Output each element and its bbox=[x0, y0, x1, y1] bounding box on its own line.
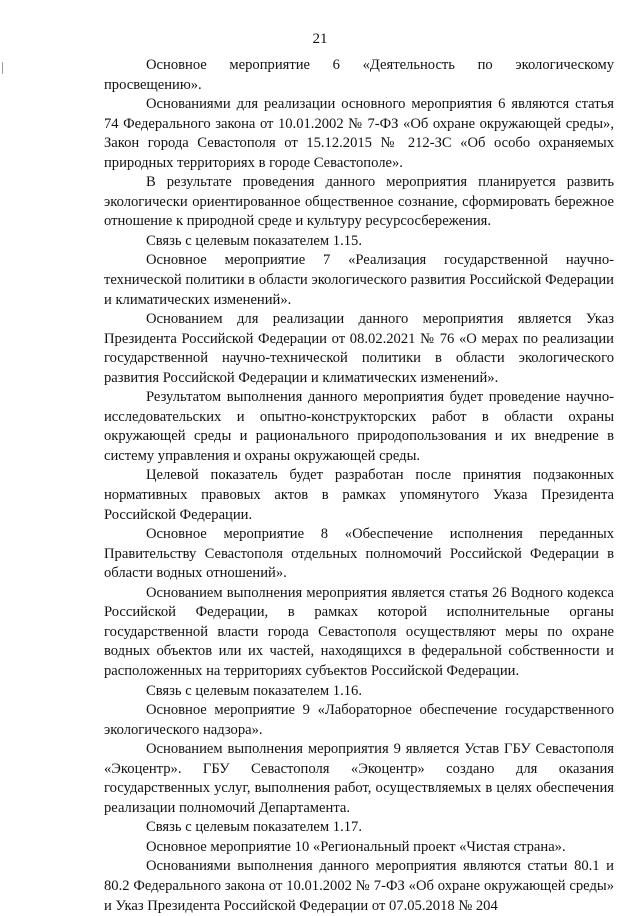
paragraph: Основанием выполнения мероприятия 9 является Устав ГБУ Севастополя «Экоцентр». ГБУ Севастополя «Экоцентр» создано для оказания государственных услуг, выполнения работ, осуществляемых в целях обеспечения реализации полномочий Департамента. bbox=[104, 741, 614, 816]
paragraph: Основаниями выполнения данного мероприятия являются статьи 80.1 и 80.2 Федерального закона от 10.01.2002 № 7-ФЗ «Об охране окружающей среды» и Указ Президента Российской Федерации от 07.05.2018 № 204 bbox=[104, 858, 614, 914]
margin-mark bbox=[2, 62, 3, 74]
paragraph: Основное мероприятие 9 «Лабораторное обеспечение государственного экологического надзора». bbox=[104, 702, 614, 738]
paragraph: Основное мероприятие 8 «Обеспечение исполнения переданных Правительству Севастополя отдельных полномочий Российской Федерации в области водных отношений». bbox=[104, 526, 614, 582]
paragraph: Результатом выполнения данного мероприятия будет проведение научно-исследовательских и опытно-конструкторских работ в области охраны окружающей среды и рационального природопользования и их внедрение в систему управления и охраны окружающей среды. bbox=[104, 389, 614, 464]
paragraph: Основанием выполнения мероприятия является статья 26 Водного кодекса Российской Федерации, в рамках которой исполнительные органы государственной власти города Севастополя осуществляют меры по охране водных объектов или их частей, находящихся в федеральной собственности и расположенных на территориях субъектов Российской Федерации. bbox=[104, 584, 614, 679]
paragraph: Основное мероприятие 10 «Региональный проект «Чистая страна». bbox=[146, 838, 566, 855]
paragraph: Основаниями для реализации основного мероприятия 6 являются статья 74 Федерального закона от 10.01.2002 № 7-ФЗ «Об охране окружающей среды», Закон города Севастополя от 15.12.2015 № 212-ЗС «Об особо охраняемых природных территориях в городе Севастополе». bbox=[104, 96, 614, 171]
paragraph: Связь с целевым показателем 1.15. bbox=[146, 232, 362, 249]
page-number: 21 bbox=[312, 31, 328, 47]
paragraph: В результате проведения данного мероприятия планируется развить экологически ориентированное общественное сознание, сформировать бережное отношение к природной среде и культуру ресурсосбережения. bbox=[104, 174, 614, 230]
paragraph: Основное мероприятие 6 «Деятельность по экологическому просвещению». bbox=[104, 57, 614, 93]
paragraph: Связь с целевым показателем 1.16. bbox=[146, 682, 362, 699]
paragraph: Целевой показатель будет разработан после принятия подзаконных нормативных правовых актов в рамках упомянутого Указа Президента Российской Федерации. bbox=[104, 467, 614, 523]
paragraph: Основанием для реализации данного мероприятия является Указ Президента Российской Федерации от 08.02.2021 № 76 «О мерах по реализации государственной научно-технической политики в области экологического развития Российской Федерации и климатических изменений». bbox=[104, 311, 614, 386]
paragraph: Связь с целевым показателем 1.17. bbox=[146, 819, 362, 836]
paragraph: Основное мероприятие 7 «Реализация государственной научно-технической политики в области экологического развития Российской Федерации и климатических изменений». bbox=[104, 252, 614, 308]
document-body bbox=[104, 56, 614, 916]
